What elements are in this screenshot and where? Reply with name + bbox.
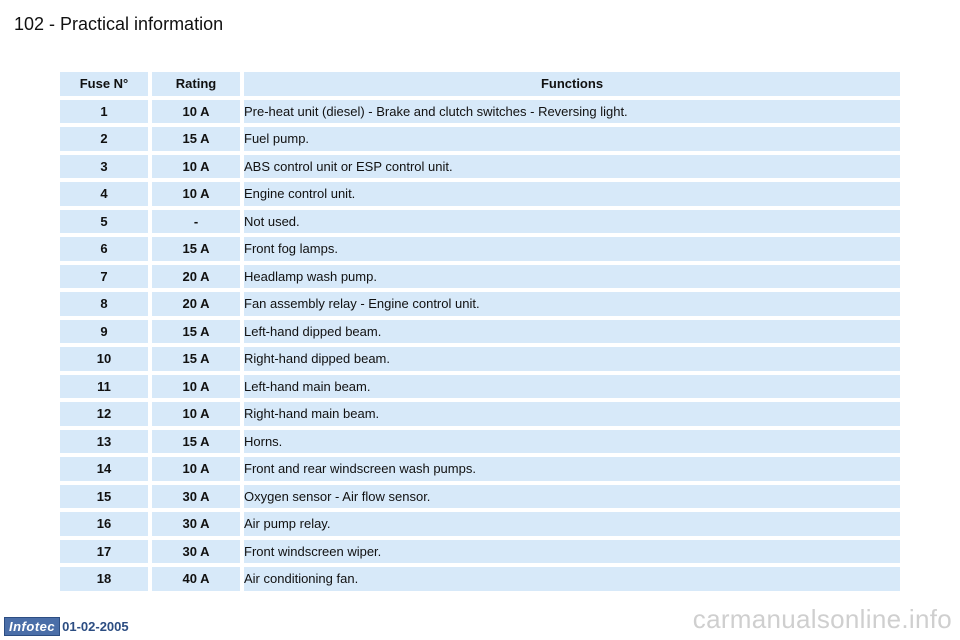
rating-cell: 30 A [152, 485, 240, 509]
function-cell: ABS control unit or ESP control unit. [244, 155, 900, 179]
rating-cell: 15 A [152, 320, 240, 344]
fuse-number-cell: 15 [60, 485, 148, 509]
rating-cell: 15 A [152, 430, 240, 454]
table-row [60, 485, 900, 509]
table-row [60, 182, 900, 206]
table-row [60, 265, 900, 289]
function-cell: Front and rear windscreen wash pumps. [244, 457, 900, 481]
function-cell: Headlamp wash pump. [244, 265, 900, 289]
header-rating: Rating [152, 72, 240, 96]
table-row [60, 292, 900, 316]
rating-cell: 20 A [152, 265, 240, 289]
table-row [60, 320, 900, 344]
rating-cell: 15 A [152, 347, 240, 371]
table-row [60, 155, 900, 179]
fuse-table [56, 68, 904, 595]
function-cell: Horns. [244, 430, 900, 454]
function-cell: Air conditioning fan. [244, 567, 900, 591]
table-body [60, 100, 900, 591]
fuse-number-cell: 5 [60, 210, 148, 234]
function-cell: Right-hand main beam. [244, 402, 900, 426]
rating-cell: 20 A [152, 292, 240, 316]
fuse-number-cell: 7 [60, 265, 148, 289]
rating-cell: 10 A [152, 155, 240, 179]
infotec-logo: Infotec [4, 617, 60, 636]
fuse-number-cell: 14 [60, 457, 148, 481]
watermark: carmanualsonline.info [692, 604, 952, 634]
rating-cell: 10 A [152, 100, 240, 124]
table-row [60, 567, 900, 591]
rating-cell: 30 A [152, 540, 240, 564]
rating-cell: 15 A [152, 237, 240, 261]
function-cell: Left-hand main beam. [244, 375, 900, 399]
fuse-number-cell: 8 [60, 292, 148, 316]
fuse-number-cell: 1 [60, 100, 148, 124]
table-row [60, 430, 900, 454]
table-row [60, 402, 900, 426]
fuse-number-cell: 2 [60, 127, 148, 151]
rating-cell: 10 A [152, 402, 240, 426]
function-cell: Pre-heat unit (diesel) - Brake and clutch switches - Reversing light. [244, 100, 900, 124]
table-row [60, 210, 900, 234]
rating-cell: 30 A [152, 512, 240, 536]
function-cell: Engine control unit. [244, 182, 900, 206]
fuse-number-cell: 9 [60, 320, 148, 344]
table-row [60, 375, 900, 399]
table-header-row [60, 72, 900, 96]
function-cell: Oxygen sensor - Air flow sensor. [244, 485, 900, 509]
fuse-number-cell: 4 [60, 182, 148, 206]
header-functions: Functions [244, 72, 900, 96]
header-fuse-number: Fuse N° [60, 72, 148, 96]
fuse-number-cell: 6 [60, 237, 148, 261]
rating-cell: - [152, 210, 240, 234]
rating-cell: 10 A [152, 375, 240, 399]
function-cell: Right-hand dipped beam. [244, 347, 900, 371]
rating-cell: 40 A [152, 567, 240, 591]
fuse-number-cell: 17 [60, 540, 148, 564]
function-cell: Fan assembly relay - Engine control unit. [244, 292, 900, 316]
function-cell: Fuel pump. [244, 127, 900, 151]
table-row [60, 237, 900, 261]
table-row [60, 512, 900, 536]
fuse-number-cell: 18 [60, 567, 148, 591]
fuse-number-cell: 3 [60, 155, 148, 179]
table-row [60, 540, 900, 564]
function-cell: Left-hand dipped beam. [244, 320, 900, 344]
fuse-number-cell: 11 [60, 375, 148, 399]
function-cell: Not used. [244, 210, 900, 234]
table-row [60, 100, 900, 124]
page-title: 102 - Practical information [14, 14, 224, 34]
table-row [60, 347, 900, 371]
fuse-number-cell: 12 [60, 402, 148, 426]
function-cell: Air pump relay. [244, 512, 900, 536]
rating-cell: 10 A [152, 182, 240, 206]
fuse-number-cell: 10 [60, 347, 148, 371]
rating-cell: 15 A [152, 127, 240, 151]
table-row [60, 457, 900, 481]
rating-cell: 10 A [152, 457, 240, 481]
function-cell: Front windscreen wiper. [244, 540, 900, 564]
footer-date: 01-02-2005 [62, 618, 129, 634]
fuse-number-cell: 13 [60, 430, 148, 454]
function-cell: Front fog lamps. [244, 237, 900, 261]
table-row [60, 127, 900, 151]
footer [4, 617, 129, 635]
fuse-number-cell: 16 [60, 512, 148, 536]
